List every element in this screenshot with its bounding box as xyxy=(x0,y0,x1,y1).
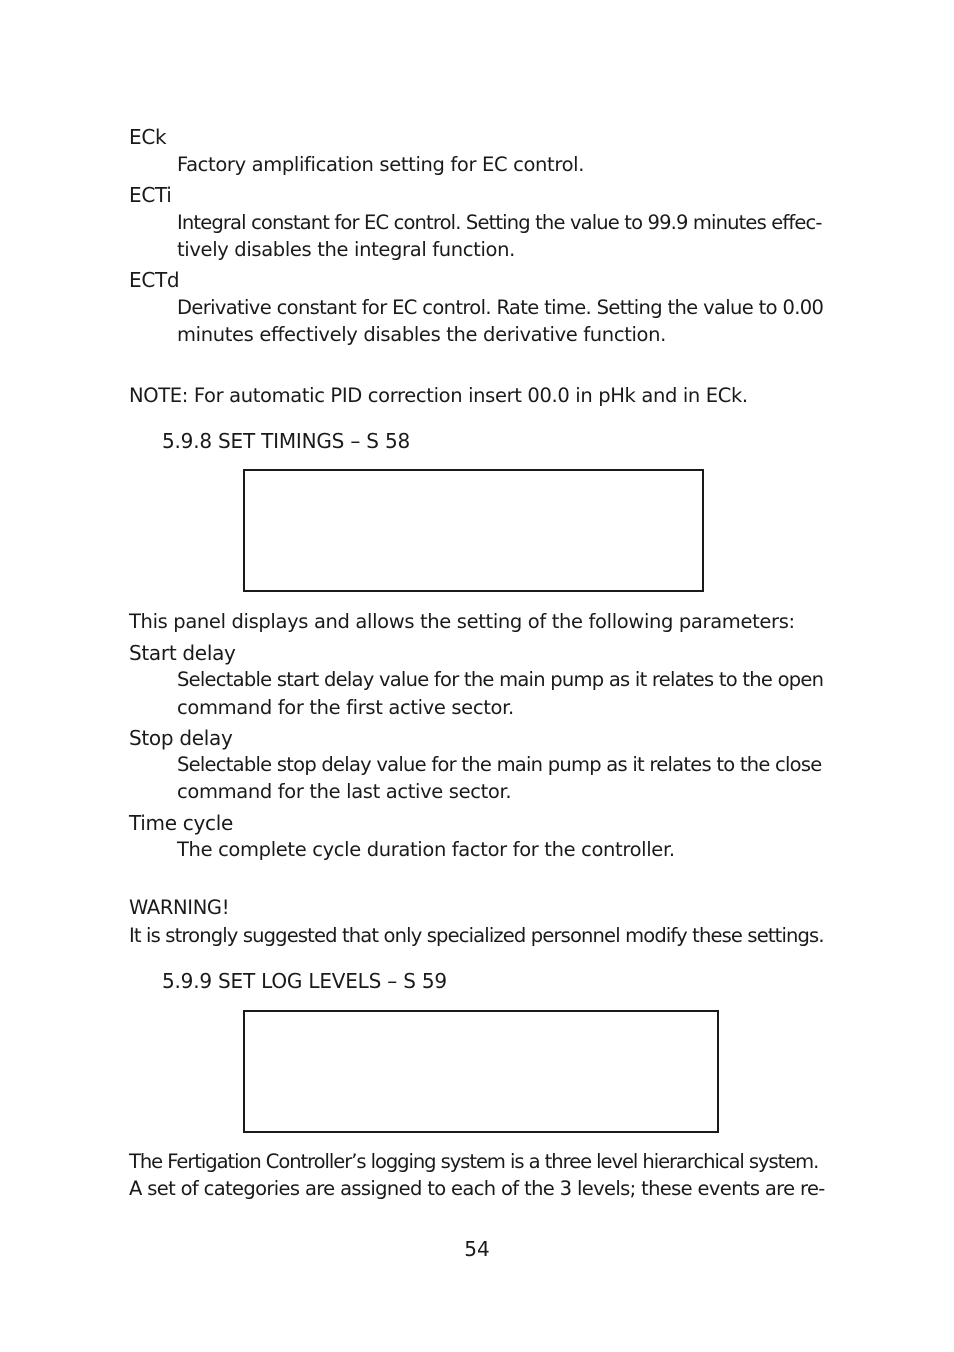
desc-time-cycle: The complete cycle duration factor for the controller. xyxy=(177,838,675,861)
desc-stop-delay-line2: command for the last active sector. xyxy=(177,780,512,803)
desc-start-delay-line1: Selectable start delay value for the main pump as it relates to the open xyxy=(177,668,824,691)
desc-ecti-line2: tively disables the integral function. xyxy=(177,238,515,261)
warning-title: WARNING! xyxy=(129,896,230,919)
log-levels-panel-display xyxy=(243,1010,719,1133)
timings-panel-display xyxy=(243,469,704,592)
warning-text: It is strongly suggested that only specialized personnel modify these settings. xyxy=(129,924,824,947)
desc-eck: Factory amplification setting for EC control. xyxy=(177,153,585,176)
term-time-cycle: Time cycle xyxy=(129,811,233,835)
term-stop-delay: Stop delay xyxy=(129,726,233,750)
desc-ecti-line1: Integral constant for EC control. Setting the value to 99.9 minutes effec- xyxy=(177,211,822,234)
term-ectd: ECTd xyxy=(129,268,180,292)
term-ecti: ECTi xyxy=(129,183,172,207)
log-levels-para-line1: The Fertigation Controller’s logging system is a three level hierarchical system. xyxy=(129,1150,819,1173)
section-heading-log-levels: 5.9.9 SET LOG LEVELS – S 59 xyxy=(162,969,447,993)
desc-start-delay-line2: command for the first active sector. xyxy=(177,696,514,719)
desc-ectd-line1: Derivative constant for EC control. Rate time. Setting the value to 0.00 xyxy=(177,296,824,319)
log-levels-para-line2: A set of categories are assigned to each of the 3 levels; these events are re- xyxy=(129,1177,825,1200)
desc-ectd-line2: minutes effectively disables the derivative function. xyxy=(177,323,666,346)
page-number: 54 xyxy=(464,1237,490,1261)
term-eck: ECk xyxy=(129,125,167,149)
desc-stop-delay-line1: Selectable stop delay value for the main pump as it relates to the close xyxy=(177,753,822,776)
term-start-delay: Start delay xyxy=(129,641,236,665)
section-heading-timings: 5.9.8 SET TIMINGS – S 58 xyxy=(162,429,410,453)
timings-intro: This panel displays and allows the setting of the following parameters: xyxy=(129,610,795,633)
pid-note: NOTE: For automatic PID correction insert 00.0 in pHk and in ECk. xyxy=(129,384,748,407)
